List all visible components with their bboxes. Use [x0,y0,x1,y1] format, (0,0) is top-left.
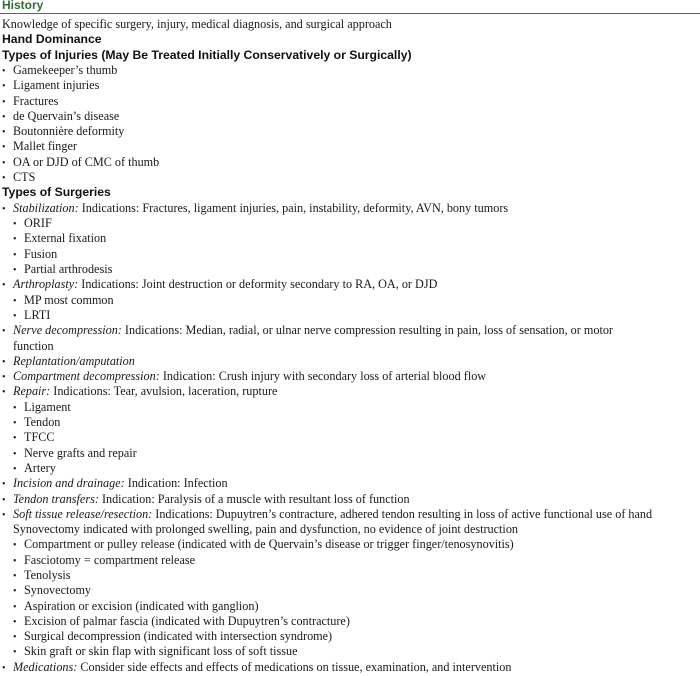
surgery-tendon-transfers: • Tendon transfers: Indication: Paralysis of a muscle with resultant loss of function [2,492,700,507]
list-item: • Ligament injuries [2,78,700,93]
bullet-icon: • [13,433,17,445]
surgery-nerve-decompression: • Nerve decompression: Indications: Median, radial, or ulnar nerve compression resulting in pain, loss of sensation, or motor [2,323,700,338]
bullet-icon: • [2,111,6,123]
sub-list-item: • Nerve grafts and repair [2,446,700,461]
list-item: • CTS [2,170,700,185]
bullet-icon: • [2,157,6,169]
surgery-soft-tissue: • Soft tissue release/resection: Indications: Dupuytren’s contracture, adhered tendon resulting in loss of active functional use of hand [2,507,700,522]
hand-dominance-heading: Hand Dominance [2,32,102,46]
bullet-icon: • [2,203,6,215]
bullet-icon: • [13,463,17,475]
bullet-icon: • [13,647,17,659]
bullet-icon: • [13,219,17,231]
bullet-icon: • [13,601,17,613]
list-item: • Boutonnière deformity [2,124,700,139]
continuation-line: function [13,338,54,353]
bullet-icon: • [2,662,6,674]
list-item: • Mallet finger [2,139,700,154]
sub-list-item: • Tenolysis [2,568,700,583]
sub-list-item: • Artery [2,461,700,476]
list-item: • Fractures [2,94,700,109]
bullet-icon: • [13,234,17,246]
bullet-icon: • [2,494,6,506]
sub-list-item: • Tendon [2,415,700,430]
bullet-icon: • [2,127,6,139]
bullet-icon: • [13,586,17,598]
list-item: • OA or DJD of CMC of thumb [2,155,700,170]
sub-list-item: • Ligament [2,400,700,415]
bullet-icon: • [2,173,6,185]
bullet-icon: • [2,280,6,292]
sub-list-item: • Skin graft or skin flap with significant loss of soft tissue [2,644,700,659]
bullet-icon: • [2,142,6,154]
bullet-icon: • [13,295,17,307]
bullet-icon: • [2,372,6,384]
sub-list-item: • TFCC [2,430,700,445]
sub-list-item: • External fixation [2,231,700,246]
sub-list-item: • Excision of palmar fascia (indicated with Dupuytren’s contracture) [2,614,700,629]
sub-list-item: • Fusion [2,247,700,262]
bullet-icon: • [13,402,17,414]
list-item: • de Quervain’s disease [2,109,700,124]
bullet-icon: • [13,571,17,582]
bullet-icon: • [13,555,17,567]
bullet-icon: • [13,448,17,460]
bullet-icon: • [13,249,17,261]
surgeries-heading: Types of Surgeries [2,185,111,200]
list-item: • Gamekeeper’s thumb [2,63,700,78]
bullet-icon: • [2,81,6,93]
bullet-icon: • [2,356,6,368]
sub-list-item: • MP most common [2,293,700,308]
sub-list-item: • ORIF [2,216,700,231]
surgery-medications: • Medications: Consider side effects and effects of medications on tissue, examination, and intervention [2,660,700,675]
injuries-heading: Types of Injuries (May Be Treated Initially Conservatively or Surgically) [2,47,412,62]
sub-list-item: • Aspiration or excision (indicated with ganglion) [2,599,700,614]
sub-list-item: • Synovectomy [2,583,700,598]
bullet-icon: • [13,616,17,628]
sub-list-item: • LRTI [2,308,700,323]
surgery-stabilization: • Stabilization: Indications: Fractures, ligament injuries, pain, instability, deformity, AVN, bony tumors [2,201,700,216]
surgery-repair: • Repair: Indications: Tear, avulsion, laceration, rupture [2,384,700,399]
sub-list-item: • Surgical decompression (indicated with intersection syndrome) [2,629,700,644]
bullet-icon: • [2,96,6,108]
bullet-icon: • [2,326,6,338]
continuation-line: Synovectomy indicated with prolonged swelling, pain and dysfunction, no evidence of joint destruction [13,522,519,537]
sub-list-item: • Compartment or pulley release (indicated with de Quervain’s disease or trigger finger/tenosynovitis) [2,537,700,552]
bullet-icon: • [13,310,17,322]
surgery-arthroplasty: • Arthroplasty: Indications: Joint destruction or deformity secondary to RA, OA, or DJD [2,277,700,292]
intro-text: Knowledge of specific surgery, injury, medical diagnosis, and surgical approach [2,17,392,31]
bullet-icon: • [2,479,6,491]
surgery-replantation: • Replantation/amputation [2,354,700,369]
bullet-icon: • [2,387,6,399]
surgery-compartment-decompression: • Compartment decompression: Indication: Crush injury with secondary loss of arterial blood flow [2,369,700,384]
section-header: History [0,0,700,14]
bullet-icon: • [13,632,17,644]
bullet-icon: • [13,540,17,552]
bullet-icon: • [2,509,6,521]
sub-list-item: • Partial arthrodesis [2,262,700,277]
bullet-icon: • [2,66,6,77]
sub-list-item: • Fasciotomy = compartment release [2,553,700,568]
bullet-icon: • [13,418,17,430]
content [0,14,700,675]
surgery-incision-drainage: • Incision and drainage: Indication: Infection [2,476,700,491]
bullet-icon: • [13,265,17,277]
